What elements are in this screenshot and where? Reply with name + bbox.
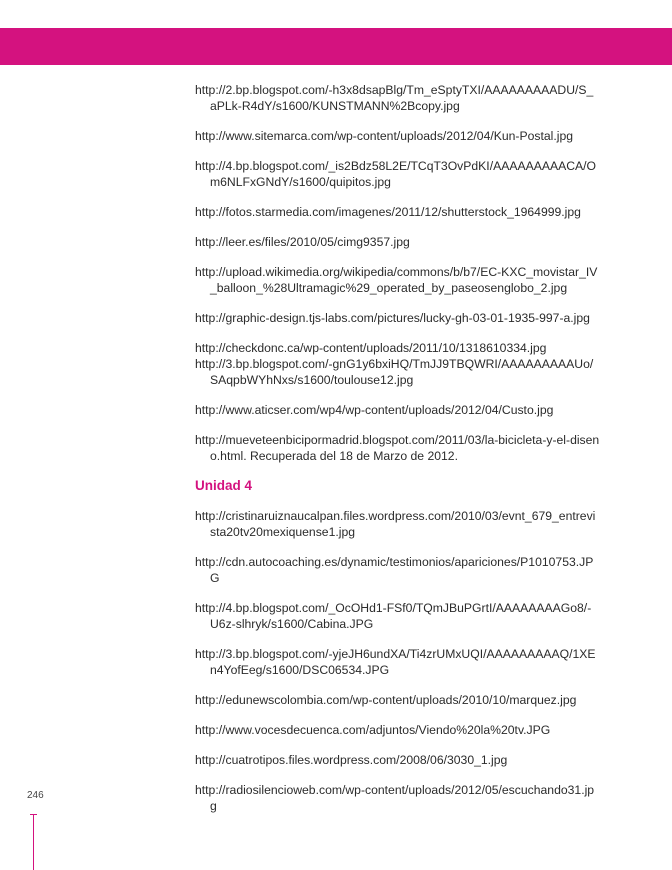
reference-url: http://www.vocesdecuenca.com/adjuntos/Viendo%20la%20tv.JPG: [195, 723, 551, 737]
reference-url: http://graphic-design.tjs-labs.com/pictures/lucky-gh-03-01-1935-997-a.jpg: [195, 311, 590, 325]
reference-url: http://mueveteenbicipormadrid.blogspot.com/2011/03/la-bicicleta-y-el-diseno.html. Recuperada del 18 de Marzo de 2012.: [195, 433, 600, 463]
section-heading-unit-4: Unidad 4: [195, 478, 253, 493]
reference-url: http://3.bp.blogspot.com/-gnG1y6bxiHQ/TmJJ9TBQWRI/AAAAAAAAAUo/SAqpbWYhNxs/s1600/toulouse12.jpg: [195, 357, 594, 387]
reference-url: http://radiosilencioweb.com/wp-content/uploads/2012/05/escuchando31.jpg: [195, 783, 595, 813]
reference-url: http://upload.wikimedia.org/wikipedia/commons/b/b7/EC-KXC_movistar_IV_balloon_%28Ultramagic%29_operated_by_paseosenglobo_2.jpg: [195, 265, 598, 295]
reference-url: http://cuatrotipos.files.wordpress.com/2008/06/3030_1.jpg: [195, 753, 508, 767]
reference-url: http://2.bp.blogspot.com/-h3x8dsapBlg/Tm_eSptyTXI/AAAAAAAAADU/S_aPLk-R4dY/s1600/KUNSTMANN%2Bcopy.jpg: [195, 83, 594, 113]
reference-url: http://checkdonc.ca/wp-content/uploads/2011/10/1318610334.jpg: [195, 341, 547, 355]
reference-url: http://cdn.autocoaching.es/dynamic/testimonios/apariciones/P1010753.JPG: [195, 555, 594, 585]
margin-line: [33, 814, 34, 870]
reference-url: http://4.bp.blogspot.com/_is2Bdz58L2E/TCqT3OvPdKI/AAAAAAAAACA/Om6NLFxGNdY/s1600/quipitos.jpg: [195, 159, 597, 189]
page-number: 246: [27, 790, 44, 801]
reference-url: http://3.bp.blogspot.com/-yjeJH6undXA/Ti4zrUMxUQI/AAAAAAAAAQ/1XEn4YofEeg/s1600/DSC06534.JPG: [195, 647, 596, 677]
header-band: [0, 28, 672, 65]
reference-url: http://www.sitemarca.com/wp-content/uploads/2012/04/Kun-Postal.jpg: [195, 129, 574, 143]
reference-url: http://4.bp.blogspot.com/_OcOHd1-FSf0/TQmJBuPGrtI/AAAAAAAAGo8/-U6z-slhryk/s1600/Cabina.JPG: [195, 601, 592, 631]
reference-url: http://www.aticser.com/wp4/wp-content/uploads/2012/04/Custo.jpg: [195, 403, 554, 417]
reference-url: http://cristinaruiznaucalpan.files.wordpress.com/2010/03/evnt_679_entrevista20tv20mexiquense1.jpg: [195, 509, 596, 539]
reference-url: http://edunewscolombia.com/wp-content/uploads/2010/10/marquez.jpg: [195, 693, 577, 707]
references-list: [195, 82, 600, 828]
reference-url: http://fotos.starmedia.com/imagenes/2011/12/shutterstock_1964999.jpg: [195, 205, 581, 219]
reference-url: http://leer.es/files/2010/05/cimg9357.jpg: [195, 235, 410, 249]
